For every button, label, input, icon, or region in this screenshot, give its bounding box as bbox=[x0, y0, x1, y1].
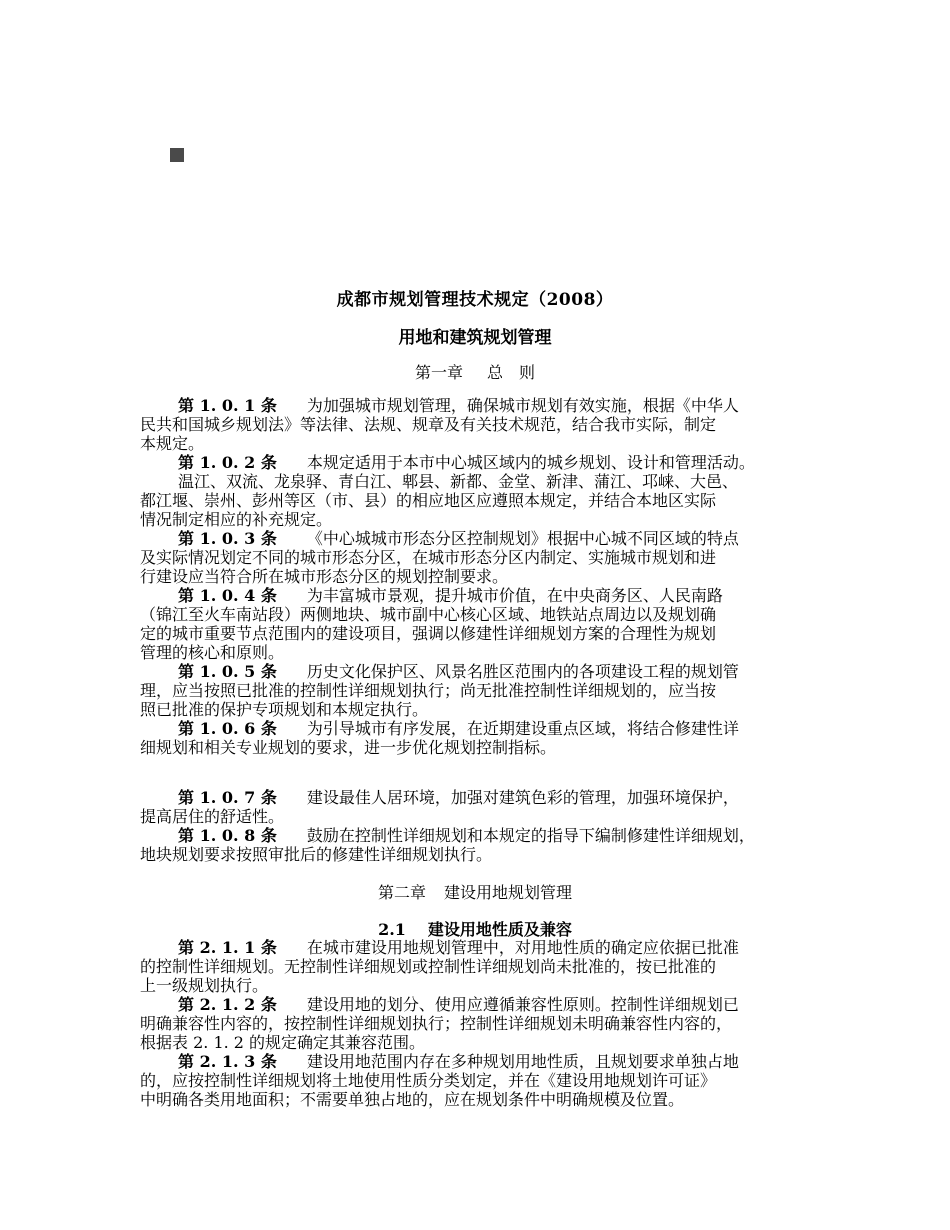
article-text: 及实际情况划定不同的城市形态分区，在城市形态分区内制定、实施城市规划和进 bbox=[140, 548, 717, 567]
chapter-1-articles-block bbox=[140, 396, 820, 757]
article-label: 第 1. 0. 3 条 bbox=[178, 529, 277, 548]
article-label: 第 1. 0. 1 条 bbox=[178, 396, 277, 415]
article-1-0-2 bbox=[140, 453, 820, 472]
article-text: 民共和国城乡规划法》等法律、法规、规章及有关技术规范，结合我市实际，制定 bbox=[140, 415, 717, 434]
chapter-1-heading bbox=[0, 360, 950, 383]
chapter-2-number: 第二章 bbox=[377, 883, 426, 902]
article-text: 为加强城市规划管理，确保城市规划有效实施，根据《中华人 bbox=[306, 396, 739, 415]
article-1-0-5 bbox=[140, 662, 820, 681]
article-text: 中明确各类用地面积；不需要单独占地的，应在规划条件中明确规模及位置。 bbox=[140, 1090, 685, 1109]
article-text: 为丰富城市景观，提升城市价值，在中央商务区、人民南路 bbox=[306, 586, 723, 605]
article-text: 明确兼容性内容的，按控制性详细规划执行；控制性详细规划未明确兼容性内容的， bbox=[140, 1014, 733, 1033]
article-text: （锦江至火车南站段）两侧地块、城市副中心核心区域、地铁站点周边以及规划确 bbox=[140, 605, 717, 624]
article-text: 建设用地范围内存在多种规划用地性质，且规划要求单独占地 bbox=[306, 1052, 739, 1071]
article-text: 情况制定相应的补充规定。 bbox=[140, 510, 333, 529]
article-label: 第 2. 1. 2 条 bbox=[178, 995, 277, 1014]
article-text: 建设最佳人居环境，加强对建筑色彩的管理，加强环境保护， bbox=[306, 788, 739, 807]
article-2-1-1 bbox=[140, 938, 820, 957]
article-text: 历史文化保护区、风景名胜区范围内的各项建设工程的规划管 bbox=[306, 662, 739, 681]
article-1-0-4 bbox=[140, 586, 820, 605]
article-text: 定的城市重要节点范围内的建设项目，强调以修建性详细规划方案的合理性为规划 bbox=[140, 624, 717, 643]
square-bullet-icon bbox=[170, 148, 184, 162]
document-subtitle: 用地和建筑规划管理 bbox=[398, 328, 552, 348]
article-text: 照已批准的保护专项规划和本规定执行。 bbox=[140, 700, 429, 719]
article-text: 鼓励在控制性详细规划和本规定的指导下编制修建性详细规划， bbox=[306, 826, 755, 845]
article-text: 本规定。 bbox=[140, 434, 205, 453]
article-text: 上一级规划执行。 bbox=[140, 976, 269, 995]
article-label: 第 1. 0. 8 条 bbox=[178, 826, 277, 845]
chapter-2-articles-block bbox=[140, 938, 820, 1109]
section-title: 建设用地性质及兼容 bbox=[427, 920, 572, 939]
article-label: 第 2. 1. 3 条 bbox=[178, 1052, 277, 1071]
article-text: 都江堰、崇州、彭州等区（市、县）的相应地区应遵照本规定，并结合本地区实际 bbox=[140, 491, 717, 510]
article-label: 第 1. 0. 5 条 bbox=[178, 662, 277, 681]
article-1-0-8 bbox=[140, 826, 820, 845]
article-text: 《中心城城市形态分区控制规划》根据中心城不同区域的特点 bbox=[306, 529, 739, 548]
article-text: 温江、双流、龙泉驿、青白江、郫县、新都、金堂、新津、蒲江、邛崃、大邑、 bbox=[178, 472, 739, 491]
article-label: 第 1. 0. 2 条 bbox=[178, 453, 277, 472]
article-1-0-1 bbox=[140, 396, 820, 415]
document-title: 成都市规划管理技术规定（2008） bbox=[336, 290, 614, 310]
article-text: 理，应当按照已批准的控制性详细规划执行；尚无批准控制性详细规划的，应当按 bbox=[140, 681, 717, 700]
article-text: 根据表 2. 1. 2 的规定确定其兼容范围。 bbox=[140, 1033, 426, 1052]
chapter-2-title: 建设用地规划管理 bbox=[444, 883, 573, 902]
article-text: 的，应按控制性详细规划将土地使用性质分类划定，并在《建设用地规划许可证》 bbox=[140, 1071, 717, 1090]
article-label: 第 2. 1. 1 条 bbox=[178, 938, 277, 957]
article-text: 在城市建设用地规划管理中，对用地性质的确定应依据已批准 bbox=[306, 938, 739, 957]
article-1-0-3 bbox=[140, 529, 820, 548]
article-text: 管理的核心和原则。 bbox=[140, 643, 285, 662]
article-2-1-3 bbox=[140, 1052, 820, 1071]
chapter-1-articles-block-2 bbox=[140, 788, 820, 864]
article-2-1-2 bbox=[140, 995, 820, 1014]
article-text: 地块规划要求按照审批后的修建性详细规划执行。 bbox=[140, 845, 493, 864]
section-2-1-heading bbox=[0, 917, 950, 940]
article-label: 第 1. 0. 4 条 bbox=[178, 586, 277, 605]
article-text: 行建设应当符合所在城市形态分区的规划控制要求。 bbox=[140, 567, 509, 586]
article-label: 第 1. 0. 6 条 bbox=[178, 719, 277, 738]
article-1-0-6 bbox=[140, 719, 820, 738]
article-text: 本规定适用于本市中心城区域内的城乡规划、设计和管理活动。 bbox=[306, 453, 755, 472]
article-text: 细规划和相关专业规划的要求，进一步优化规划控制指标。 bbox=[140, 738, 557, 757]
chapter-1-number: 第一章 bbox=[414, 363, 463, 382]
chapter-1-title: 总 则 bbox=[487, 363, 536, 382]
article-text: 的控制性详细规划。无控制性详细规划或控制性详细规划尚未批准的，按已批准的 bbox=[140, 957, 717, 976]
article-1-0-7 bbox=[140, 788, 820, 807]
article-text: 为引导城市有序发展，在近期建设重点区域，将结合修建性详 bbox=[306, 719, 739, 738]
article-text: 提高居住的舒适性。 bbox=[140, 807, 285, 826]
article-label: 第 1. 0. 7 条 bbox=[178, 788, 277, 807]
article-text: 建设用地的划分、使用应遵循兼容性原则。控制性详细规划已 bbox=[306, 995, 739, 1014]
section-number: 2.1 bbox=[378, 920, 406, 939]
chapter-2-heading bbox=[0, 880, 950, 903]
